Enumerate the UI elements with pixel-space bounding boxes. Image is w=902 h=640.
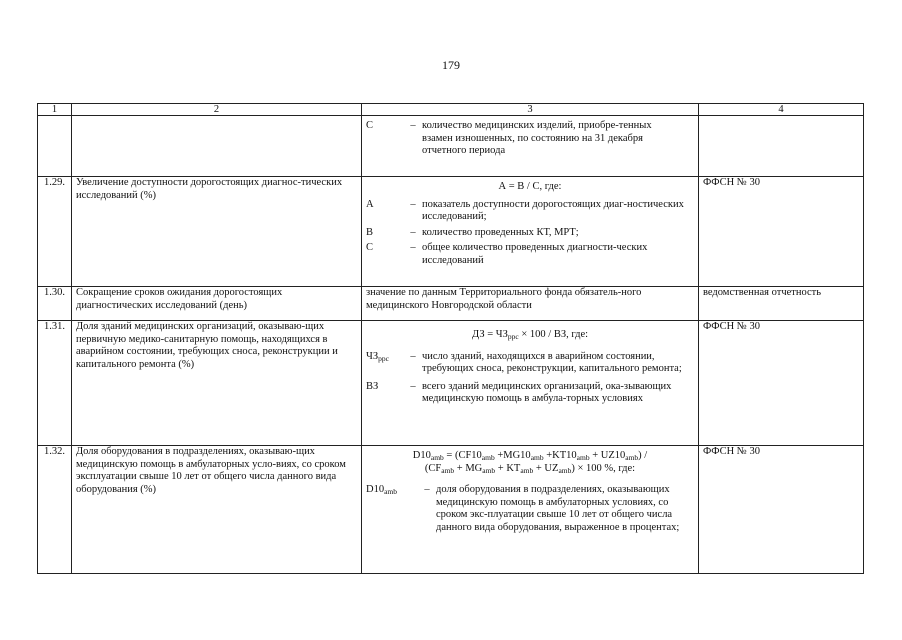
definition-item [366,227,694,240]
method-cell: значение по данным Территориального фонда обязатель-ного медицинского Новгородской области [362,287,699,321]
definition-text: число зданий, находящихся в аварийном состоянии, требующих сноса, реконструкции, капитального ремонта; [422,350,682,374]
indicator-table [37,103,864,574]
indicator-name: Доля оборудования в подразделениях, оказываю-щих медицинскую помощь в амбулаторных усло-виях, со сроком эксплуатации свыше 10 лет от общего числа данного вида оборудования (%) [72,446,362,574]
row-number: 1.32. [38,446,72,574]
definition-item [366,381,694,406]
definition-symbol: В [366,226,374,238]
definition-item [366,199,694,224]
method-cell [362,177,699,287]
data-source: ФФСН № 30 [699,321,864,446]
definition-symbol: А [366,198,374,210]
definition-item [366,351,694,376]
table-header-row [38,104,864,116]
method-cell [362,321,699,446]
definition-dash: – [410,242,416,253]
definition-text: количество проведенных КТ, МРТ; [422,226,579,238]
header-col-2: 2 [72,104,362,116]
data-source: ведомственная отчетность [699,287,864,321]
indicator-name: Увеличение доступности дорогостоящих диагнос-тических исследований (%) [72,177,362,287]
row-number: 1.31. [38,321,72,446]
definition-symbol: ВЗ [366,380,379,392]
page-number: 179 [442,58,460,72]
definition-dash: – [410,226,416,238]
header-col-3: 3 [362,104,699,116]
definition-text: количество медицинских изделий, приобре-тенных взамен изношенных, по состоянию на 31 декабря отчетного периода [422,120,652,156]
definition-item [366,484,694,534]
table-row-continuation [38,116,864,177]
definition-dash: – [424,484,430,495]
indicator-name: Сокращение сроков ожидания дорогостоящих диагностических исследований (день) [72,287,362,321]
data-source: ФФСН № 30 [699,446,864,574]
definition-text: общее количество проведенных диагности-ческих исследований [422,242,648,266]
header-col-4: 4 [699,104,864,116]
formula: А = В / С, где: [498,181,562,192]
row-number: 1.30. [38,287,72,321]
method-cell [362,116,699,177]
header-col-1: 1 [38,104,72,116]
definition-dash: – [410,120,416,131]
definition-item [366,120,694,158]
definition-text: доля оборудования в подразделениях, оказывающих медицинскую помощь в амбулаторных условиях, со сроком экс-плуатации свыше 10 лет от общего числа данного вида оборудования, выраженное в процентах; [436,484,680,533]
definition-dash: – [410,198,416,210]
definition-symbol: $D10_{amb}$ [366,484,398,496]
definition-dash: – [410,380,416,392]
table-row-1-32 [38,446,864,574]
definition-symbol: С [366,242,374,253]
definition-text: показатель доступности дорогостоящих диаг-ностических исследований; [422,198,684,222]
definition-text: всего зданий медицинских организаций, ока-зывающих медицинскую помощь в амбула-торных условиях [422,380,672,404]
table-row-1-29 [38,177,864,287]
definition-symbol: С [366,120,374,131]
method-cell [362,446,699,574]
definition-dash: – [410,350,416,362]
row-number: 1.29. [38,177,72,287]
indicator-name: Доля зданий медицинских организаций, оказываю-щих первичную медико-санитарную помощь, находящихся в аварийном состоянии, требующих сноса, реконструкции и капитального ремонта (%) [72,321,362,446]
formula: $D10_{amb} = (CF10_{amb} +MG10_{amb} +KT10_{amb} + UZ10_{amb})$ / $(CF_{amb} + MG_{amb} + KT_{amb} + UZ_{amb}) \times 100$ %, где: [412,450,648,475]
definition-symbol: $ЧЗ_{ppc}$ [366,350,389,363]
table-row-1-31 [38,321,864,446]
data-source: ФФСН № 30 [699,177,864,287]
table-row-1-30 [38,287,864,321]
formula: ДЗ = $ЧЗ_{ppc} \times 100$ / ВЗ, где: [471,329,589,341]
definition-item [366,242,694,267]
